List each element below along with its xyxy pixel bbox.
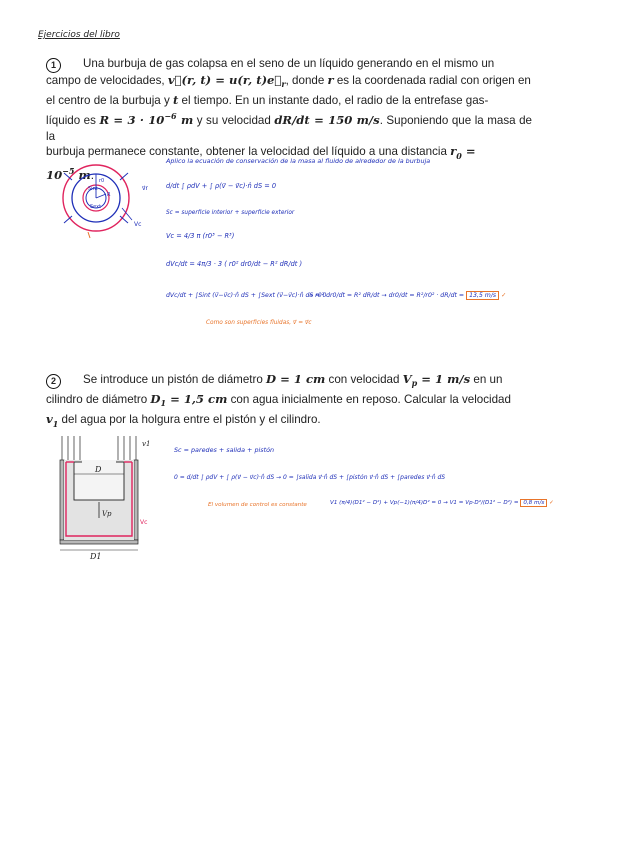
fig-label-r: R [107,192,111,198]
ex1-line-1: 1 Una burbuja de gas colapsa en el seno de un líquido generando en el mismo un [46,56,532,73]
page-header [38,30,120,40]
piston-gap [82,460,116,463]
cylinder-left-wall [60,460,64,540]
header-title: Ejercicios del libro [38,30,120,40]
ex1-note-eq2a: dVc/dt + ∫Sint (v⃗−v⃗c)·n̂ dS + ∫Sext (v⃗−v⃗c)·n̂ dS = 0 [166,292,327,299]
normal-arrow [88,232,90,238]
ex1-note-intro: Aplico la ecuación de conservación de la masa al fluido de alrededor de la burbuja [166,157,431,165]
outflow-arrows [62,436,136,460]
ex1-line-3: el centro de la burbuja y t el tiempo. En un instante dado, el radio de la entrefase gas- [46,93,489,108]
ex2-note-constant-cv: El volumen de control es constante [208,502,307,508]
fig-label-vr: v⃗r [142,185,149,192]
ex2-line-1: 2 Se introduce un pistón de diámetro D = 1 cm con velocidad $V_p = 1$ m/s en un [46,372,532,392]
ex1-note-eq1: d/dt ∫ ρdV + ∫ ρ(v⃗ − v⃗c)·n̂ dS = 0 [166,182,277,190]
ex1-answer-box: 13,5 m/s [466,291,499,300]
ex1-line-2: campo de velocidades, v⃗(r, t) = u(r, $t)e⃗_r$, donde r es la coordenada radial con origen en [46,73,531,90]
exercise-2-number: 2 [46,374,61,389]
ex1-note-vc: Vc = 4/3 π (r0³ − R³) [166,232,235,240]
exercise-2-statement [46,372,532,432]
ex1-line-6: $10^{-5}$ m. [46,166,94,183]
ex2-check-mark: ✓ [549,500,554,506]
ex1-eq2b-text: → r0² dr0/dt = R² dR/dt → dr0/dt = R²/r0² · dR/dt = [308,292,465,299]
ex2-note-eq1: 0 = d/dt ∫ ρdV + ∫ ρ(v⃗ − v⃗c)·n̂ dS → 0 = ∫salida v⃗·n̂ dS + ∫pistón v⃗·n̂ dS + ∫paredes v⃗·n̂ dS [174,474,446,481]
cylinder-right-wall [134,460,138,540]
bubble-sketch [52,160,156,240]
ex2-note-sc: Sc = paredes + salida + pistón [174,446,275,454]
ex2-line-3: $v_1$ del agua por la holgura entre el pistón y el cilindro. [46,412,321,429]
ex1-line-4: líquido es $R = 3 \cdot 10^{-6}$ m y su velocidad dR/dt = 150 m/s. Suponiendo que la masa de la [46,110,532,143]
fig-label-sint: Sint [88,186,98,192]
ex2-line-2: cilindro de diámetro $D_1 = 1,5$ cm con agua inicialmente en reposo. Calcular la velocidad [46,392,511,409]
ex1-note-sc: Sc = superficie interior + superficie exterior [166,210,295,216]
fig-label-v1: v1 [142,440,151,448]
ex1-note-dvc: dVc/dt = 4π/3 · 3 ( r0² dr0/dt − R² dR/dt ) [166,260,303,268]
ex1-note-eq2b [308,292,506,299]
radius-r-line [96,194,106,198]
fig-label-d: D [95,465,102,474]
piston-cylinder-figure [58,432,154,560]
ex2-eq2-text: V1 (π/4)(D1² − D²) + Vp(−1)(π/4)D² = 0 → V1 = Vp·D²/(D1² − D²) = [330,500,519,506]
cylinder-bottom [60,540,138,544]
fig-label-d1: D1 [90,552,102,560]
fig-label-r0: r0 [99,178,105,184]
exercise-1-number: 1 [46,58,61,73]
ex1-check-mark: ✓ [501,292,507,299]
fig-label-sext: Sext [90,204,102,210]
fig-label-vc: Vc [134,221,142,228]
ex1-line-5: burbuja permanece constante, obtener la velocidad del líquido a una distancia $r_0$ = [46,144,476,161]
fig-label-vc: Vc [140,519,148,526]
ex1-note-fluid-surfaces: Como son superficies fluidas, v⃗ = v⃗c [206,320,312,326]
ex2-note-eq2 [330,500,554,506]
fig-label-vp: Vp [102,510,112,518]
ex2-answer-box: 0,8 m/s [520,499,547,507]
